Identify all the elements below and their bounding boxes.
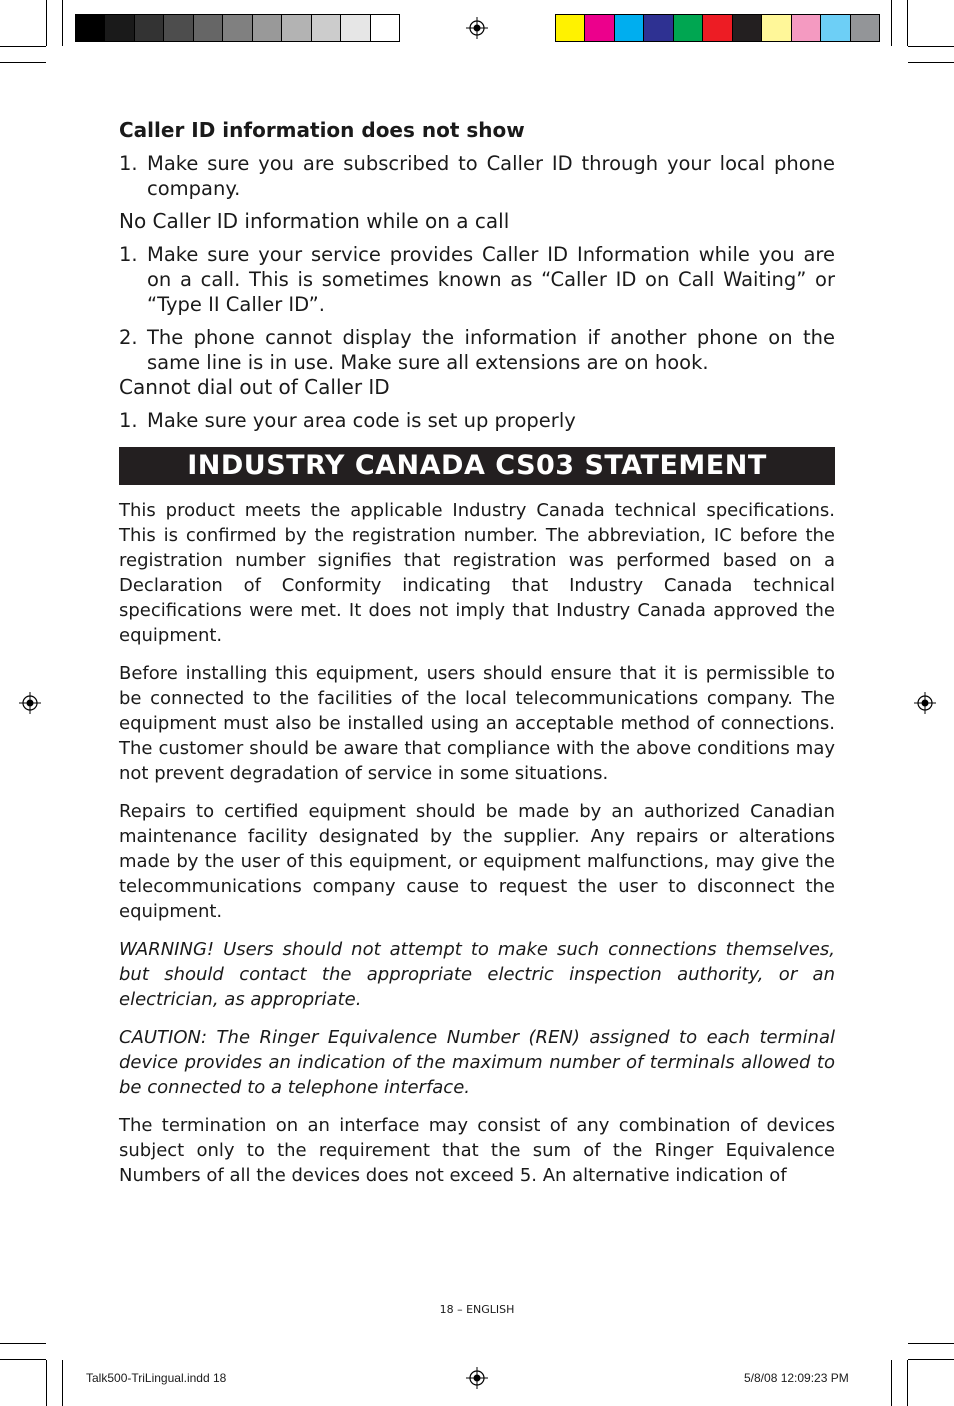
list-text: Make sure your area code is set up properly bbox=[147, 409, 576, 432]
color-swatch bbox=[644, 15, 673, 41]
crop-mark bbox=[62, 0, 63, 46]
crop-mark bbox=[0, 46, 46, 47]
color-swatch bbox=[223, 15, 252, 41]
list-item bbox=[119, 151, 835, 201]
warning-paragraph: WARNING! Users should not attempt to make such connections themselves, but should contact the appropriate electric inspection authority, or an electrician, as appropriate. bbox=[119, 939, 835, 1010]
heading-caller-id-not-show: Caller ID information does not show bbox=[119, 118, 525, 142]
color-swatch bbox=[341, 15, 370, 41]
color-swatch bbox=[674, 15, 703, 41]
crop-mark bbox=[908, 62, 954, 63]
color-swatch bbox=[762, 15, 791, 41]
list-number: 1. bbox=[119, 152, 138, 175]
crop-mark bbox=[46, 1360, 47, 1406]
crop-mark bbox=[908, 1359, 954, 1360]
paragraph: This product meets the applicable Industry Canada technical specifications. This is confirmed by the registration number. The abbreviation, IC before the registration number signifies that registration was performed based on a Declaration of Conformity indicating that Industry Canada technical specifications were met. It does not imply that Industry Canada approved the equipment. bbox=[119, 500, 835, 646]
color-swatch bbox=[105, 15, 134, 41]
color-swatch bbox=[164, 15, 193, 41]
page-footer: 18 – ENGLISH bbox=[439, 1303, 515, 1316]
list-text: Make sure you are subscribed to Caller ID through your local phone company. bbox=[147, 152, 835, 200]
color-swatch bbox=[821, 15, 850, 41]
date-slug: 5/8/08 12:09:23 PM bbox=[744, 1371, 849, 1385]
color-swatch bbox=[194, 15, 223, 41]
crop-mark bbox=[891, 0, 892, 46]
crop-mark bbox=[908, 46, 954, 47]
paragraph: Before installing this equipment, users should ensure that it is permissible to be connected to the facilities of the local telecommunications company. The equipment must also be installed using an acceptable method of connections. The customer should be aware that compliance with the above conditions may not prevent degradation of service in some situations. bbox=[119, 663, 835, 784]
list-item bbox=[119, 242, 835, 317]
heading-cannot-dial-out: Cannot dial out of Caller ID bbox=[119, 375, 390, 399]
list-item bbox=[119, 325, 835, 375]
color-swatch bbox=[556, 15, 585, 41]
section-banner: INDUSTRY CANADA CS03 STATEMENT bbox=[119, 447, 835, 485]
registration-mark-icon bbox=[19, 692, 41, 714]
color-swatch-bar bbox=[555, 14, 880, 42]
color-swatch bbox=[135, 15, 164, 41]
crop-mark bbox=[0, 1359, 46, 1360]
registration-mark-icon bbox=[466, 17, 488, 39]
color-swatch bbox=[615, 15, 644, 41]
color-swatch bbox=[371, 15, 399, 41]
registration-mark-icon bbox=[914, 692, 936, 714]
list-text: The phone cannot display the information if another phone on the same line is in use. Make sure all extensions are on hook. bbox=[147, 326, 835, 374]
crop-mark bbox=[907, 0, 908, 46]
color-swatch bbox=[585, 15, 614, 41]
crop-mark bbox=[62, 1360, 63, 1406]
color-swatch bbox=[282, 15, 311, 41]
color-swatch bbox=[733, 15, 762, 41]
paragraph: Repairs to certified equipment should be made by an authorized Canadian maintenance facility designated by the supplier. Any repairs or alterations made by the user of this equipment, or equipment malfunctions, may give the telecommunications company cause to request the user to disconnect the equipment. bbox=[119, 801, 835, 922]
crop-mark bbox=[0, 62, 46, 63]
crop-mark bbox=[0, 1343, 46, 1344]
list-number: 2. bbox=[119, 326, 138, 349]
registration-mark-icon bbox=[466, 1367, 488, 1389]
list-number: 1. bbox=[119, 409, 138, 432]
list-number: 1. bbox=[119, 243, 138, 266]
crop-mark bbox=[46, 0, 47, 46]
color-swatch bbox=[253, 15, 282, 41]
color-swatch bbox=[851, 15, 879, 41]
crop-mark bbox=[907, 1360, 908, 1406]
page-content bbox=[119, 118, 835, 1201]
grayscale-bar bbox=[75, 14, 400, 42]
color-swatch bbox=[703, 15, 732, 41]
paragraph: The termination on an interface may consist of any combination of devices subject only to the requirement that the sum of the Ringer Equivalence Numbers of all the devices does not exceed 5. An alternative indication of bbox=[119, 1115, 835, 1186]
crop-mark bbox=[908, 1343, 954, 1344]
caution-paragraph: CAUTION: The Ringer Equivalence Number (REN) assigned to each terminal device provides an indication of the maximum number of terminals allowed to be connected to a telephone interface. bbox=[119, 1027, 835, 1098]
heading-no-caller-id-on-call: No Caller ID information while on a call bbox=[119, 209, 510, 233]
list-item bbox=[119, 408, 835, 433]
list-text: Make sure your service provides Caller ID Information while you are on a call. This is sometimes known as “Caller ID on Call Waiting” or “Type II Caller ID”. bbox=[147, 243, 835, 316]
color-swatch bbox=[792, 15, 821, 41]
color-swatch bbox=[76, 15, 105, 41]
crop-mark bbox=[891, 1360, 892, 1406]
color-swatch bbox=[312, 15, 341, 41]
file-slug: Talk500-TriLingual.indd 18 bbox=[86, 1371, 227, 1385]
